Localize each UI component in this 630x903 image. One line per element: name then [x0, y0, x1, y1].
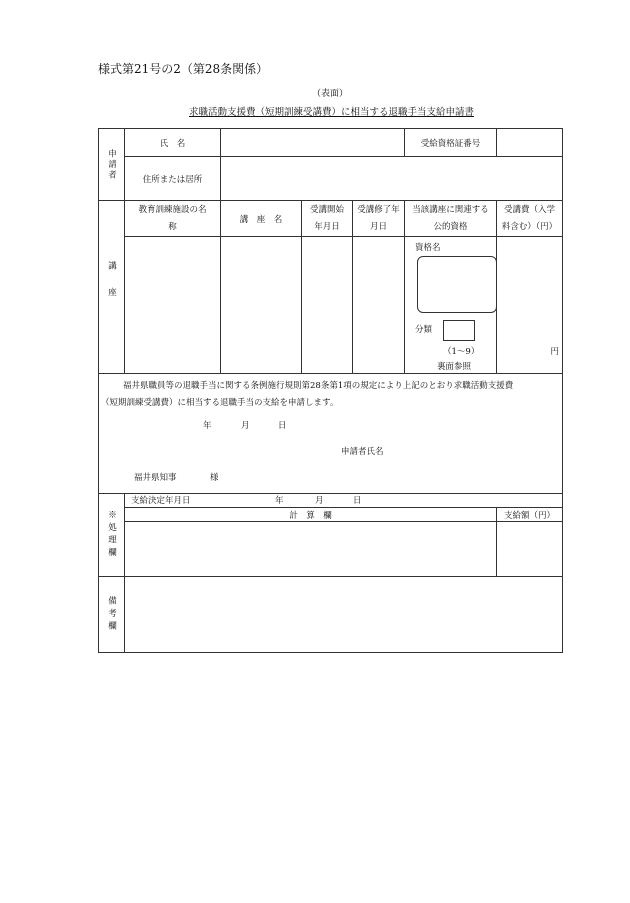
back-reference: 裏面参照	[437, 362, 472, 372]
statement-cell	[99, 374, 563, 494]
cert-number-field[interactable]	[497, 129, 563, 157]
decision-day-label: 日	[353, 496, 362, 506]
statement-line-1: 福井県職員等の退職手当に関する条例施行規則第28条第1項の規定により上記のとおり求職活動支援費	[123, 381, 514, 391]
address-field[interactable]	[221, 157, 563, 201]
calc-field[interactable]	[125, 522, 497, 577]
applicant-sign-label: 申請者氏名	[341, 447, 384, 457]
addressee: 福井県知事	[134, 473, 177, 483]
date-year-label: 年	[203, 421, 212, 431]
col-qualification: 当該講座に関連する公的資格	[405, 201, 497, 237]
fee-field[interactable]	[497, 237, 563, 374]
col-fee: 受講費（入学料含む）（円）	[497, 201, 563, 237]
end-date-field[interactable]	[353, 237, 405, 374]
statement-line-2: （短期訓練受講費）に相当する退職手当の支給を申請します。	[101, 398, 339, 408]
yen-unit: 円	[550, 347, 560, 357]
qualification-cell	[405, 237, 497, 374]
decision-date-row	[125, 494, 563, 508]
category-field[interactable]	[443, 320, 475, 341]
date-day-label: 日	[278, 421, 287, 431]
date-month-label: 月	[241, 421, 250, 431]
decision-date-label: 支給決定年月日	[131, 496, 191, 506]
side-label: （表面）	[312, 89, 349, 99]
applicant-section-label: 申請者	[99, 129, 125, 201]
name-label: 氏 名	[125, 129, 221, 157]
course-name-field[interactable]	[221, 237, 302, 374]
processing-section-label: ※処理欄	[99, 494, 125, 577]
cert-number-label: 受給資格証番号	[405, 129, 497, 157]
col-course-name: 講 座 名	[221, 201, 302, 237]
col-start-date: 受講開始年月日	[302, 201, 353, 237]
decision-year-label: 年	[275, 496, 284, 506]
start-date-field[interactable]	[302, 237, 353, 374]
document-title: 求職活動支援費（短期訓練受講費）に相当する退職手当支給申請書	[189, 107, 475, 118]
remarks-section-label: 備考欄	[99, 577, 125, 653]
amount-field[interactable]	[497, 522, 563, 577]
remarks-field[interactable]	[125, 577, 563, 653]
decision-month-label: 月	[315, 496, 324, 506]
name-field[interactable]	[221, 129, 405, 157]
application-form-table	[98, 128, 563, 653]
category-range: （1〜9）	[443, 347, 480, 357]
amount-label: 支給額（円）	[497, 508, 563, 522]
address-label: 住所または居所	[125, 157, 221, 201]
form-number: 様式第21号の2（第28条関係）	[98, 62, 269, 76]
category-label: 分類	[415, 325, 433, 335]
qual-name-field[interactable]	[417, 256, 497, 313]
qual-name-label: 資格名	[415, 243, 441, 253]
course-section-label: 講座	[99, 201, 125, 374]
facility-field[interactable]	[125, 237, 221, 374]
col-facility: 教育訓練施設の名称	[125, 201, 221, 237]
calc-label: 計 算 欄	[125, 508, 497, 522]
col-end-date: 受講修了年月日	[353, 201, 405, 237]
honorific: 様	[210, 473, 219, 483]
